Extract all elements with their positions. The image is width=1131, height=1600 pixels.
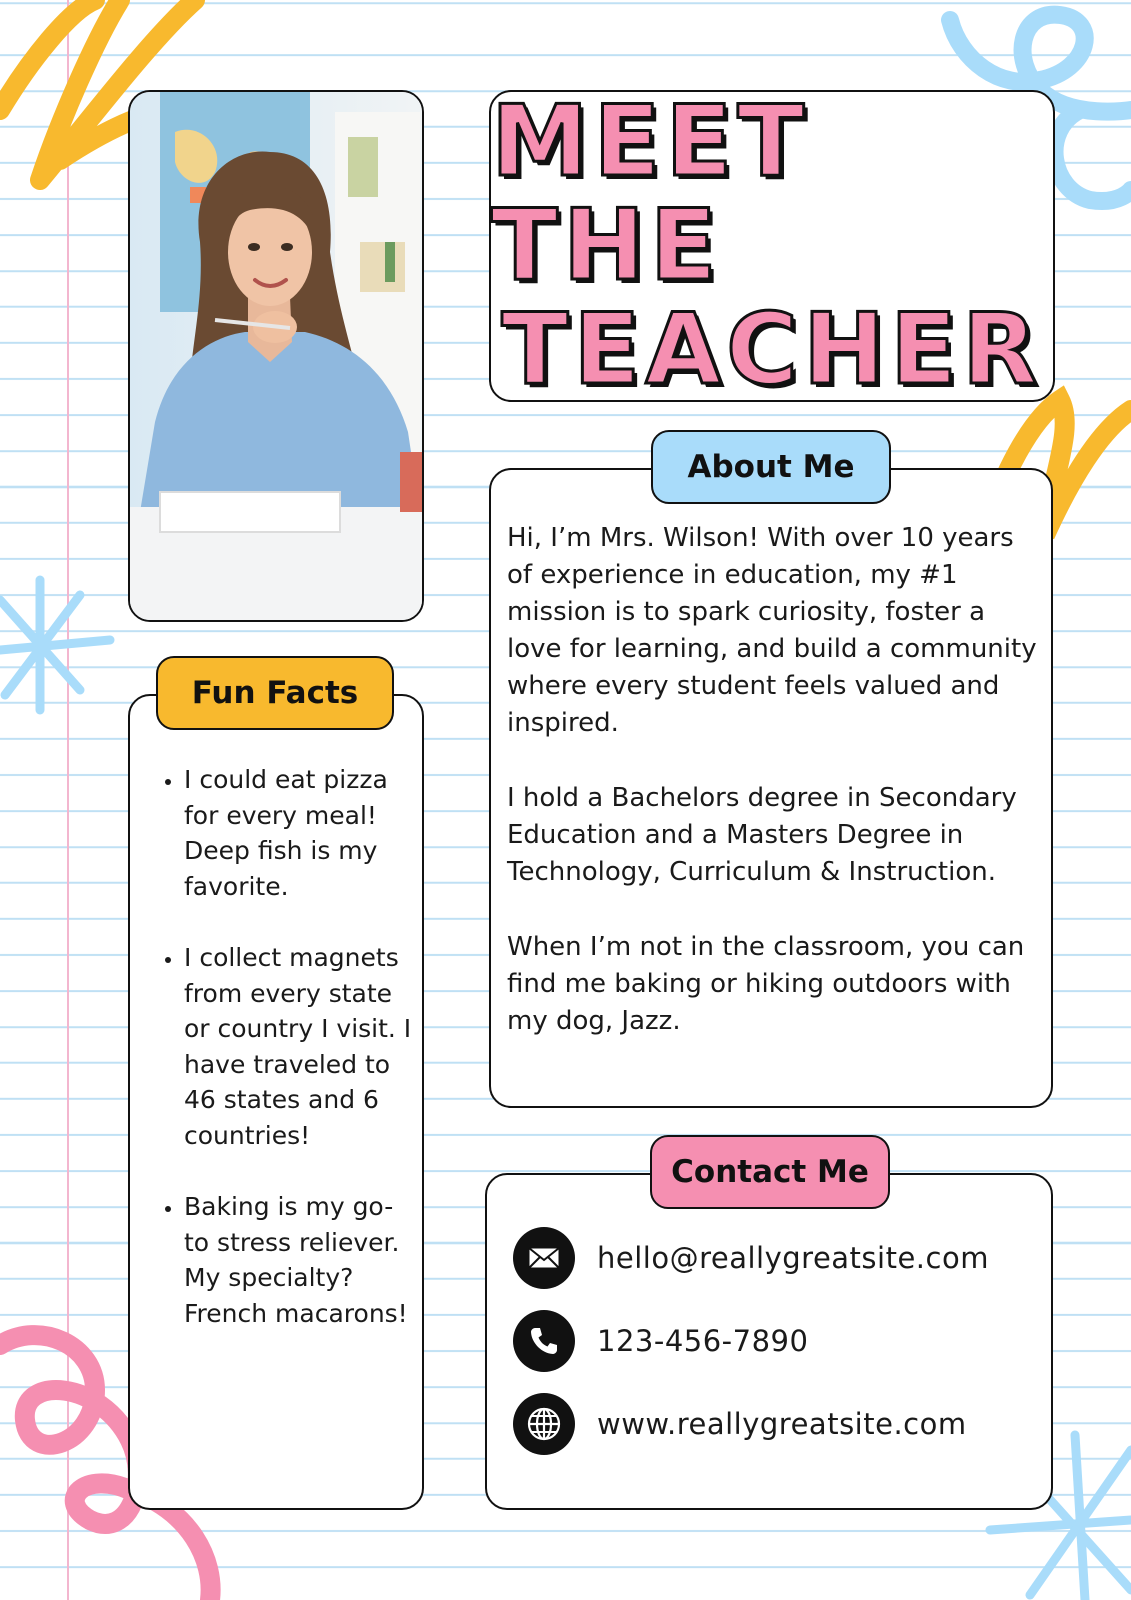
about-me-card [489,468,1053,1108]
about-paragraph: When I’m not in the classroom, you can find me baking or hiking outdoors with my dog, Jazz. [507,932,1025,1036]
fun-facts-card [128,694,424,1510]
fun-facts-list [154,762,412,1331]
about-me-heading: About Me [651,430,891,504]
contact-website[interactable]: www.reallygreatsite.com [597,1407,967,1441]
about-paragraph: I hold a Bachelors degree in Secondary Education and a Masters Degree in Technology, Curriculum & Instruction. [507,783,1017,887]
teacher-portrait-illustration [130,92,424,622]
globe-icon [513,1393,575,1455]
contact-email[interactable]: hello@reallygreatsite.com [597,1241,989,1275]
contact-me-heading: Contact Me [650,1135,890,1209]
page-title-line-1: MEET THE [491,85,810,303]
contact-phone[interactable]: 123-456-7890 [597,1324,809,1358]
fun-fact-item: • I could eat pizza for every meal! Deep fish is my favorite. [184,762,412,904]
about-paragraph: Hi, I’m Mrs. Wilson! With over 10 years of experience in education, my #1 mission is to spark curiosity, foster a love for learning, and build a community where every student feels valued and inspired. [507,523,1037,738]
fun-facts-heading: Fun Facts [156,656,394,730]
phone-icon [513,1310,575,1372]
contact-phone-row[interactable] [513,1310,1051,1372]
fun-fact-item: • Baking is my go-to stress reliever. My specialty? French macarons! [184,1189,412,1331]
contact-website-row[interactable] [513,1393,1051,1455]
fun-fact-item: • I collect magnets from every state or country I visit. I have traveled to 46 states and 6 countries! [184,940,412,1153]
notebook-margin-line [67,0,69,1600]
page-title-line-2: TEACHER [501,293,1043,407]
envelope-icon [513,1227,575,1289]
title-card [489,85,1055,407]
contact-me-card [485,1173,1053,1510]
contact-email-row[interactable] [513,1227,1051,1289]
blue-asterisk-left [0,580,110,710]
teacher-photo [128,90,424,622]
